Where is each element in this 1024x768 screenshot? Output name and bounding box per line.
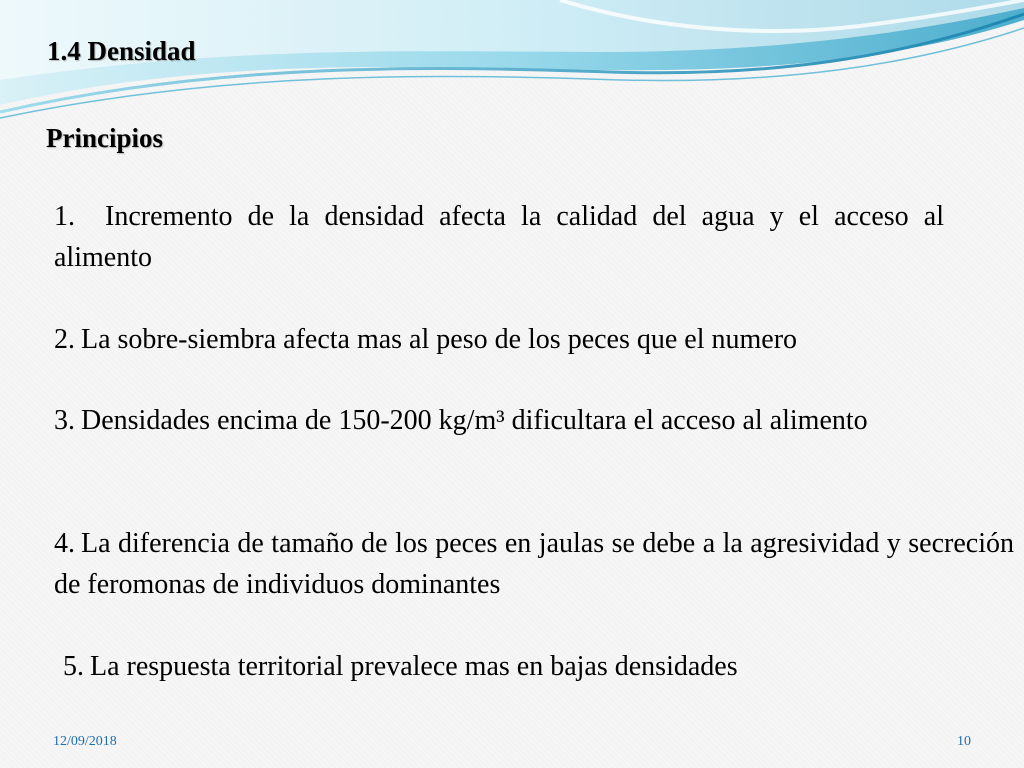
principle-number: 4.	[54, 528, 75, 559]
section-subtitle: Principios	[46, 123, 164, 153]
principle-text: Densidades encima de 150-200 kg/m³ dificultara el acceso al alimento	[81, 405, 868, 436]
principle-text: La sobre-siembra afecta mas al peso de los peces que el numero	[81, 324, 798, 355]
principle-item-2	[54, 319, 884, 360]
principle-item-4	[54, 523, 1014, 605]
principle-item-5	[63, 646, 1013, 687]
principle-number: 3.	[54, 405, 75, 436]
principle-item-1	[54, 196, 944, 278]
principle-text: La respuesta territorial prevalece mas en bajas densidades	[90, 651, 738, 682]
principle-text: La diferencia de tamaño de los peces en jaulas se debe a la agresividad y secreción de feromonas de individuos dominantes	[54, 528, 1014, 600]
slide-title: 1.4 Densidad	[47, 36, 196, 66]
principle-number: 5.	[63, 651, 84, 682]
principle-number: 2.	[54, 324, 75, 355]
principle-text: Incremento de la densidad afecta la calidad del agua y el acceso al alimento	[54, 201, 944, 273]
footer-page-number: 10	[957, 734, 971, 749]
footer-date: 12/09/2018	[53, 734, 117, 749]
principle-item-3	[54, 400, 1014, 441]
principle-number: 1.	[54, 201, 75, 232]
